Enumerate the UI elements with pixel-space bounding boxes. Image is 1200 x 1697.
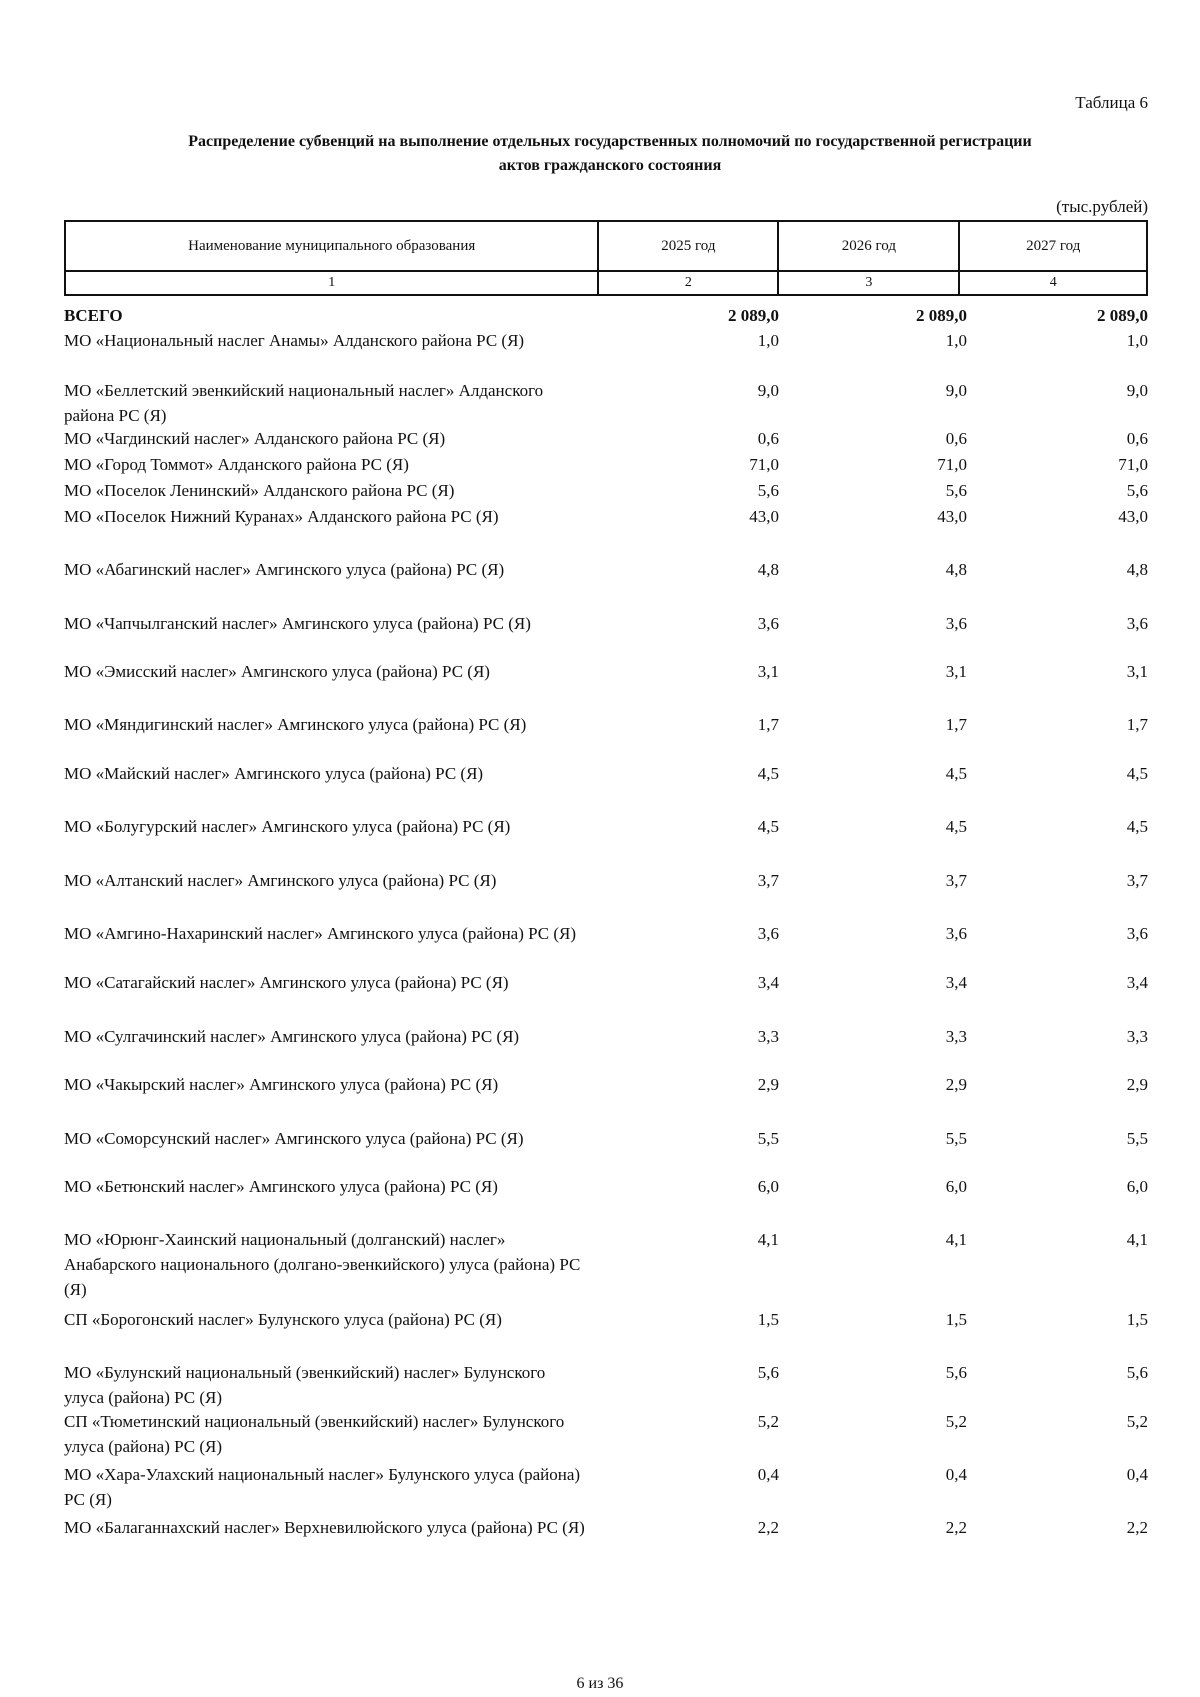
header-col-number: 3: [778, 271, 959, 295]
row-value-2026: 1,7: [945, 715, 967, 734]
row-value-2026: 9,0: [945, 381, 967, 400]
row-name: МО «Сатагайский наслег» Амгинского улуса (района) РС (Я): [64, 973, 509, 992]
units-label: (тыс.рублей): [1056, 197, 1148, 216]
row-value-2027: 5,6: [1126, 1363, 1148, 1382]
row-name: МО «Бетюнский наслег» Амгинского улуса (района) РС (Я): [64, 1177, 498, 1196]
row-name: МО «Беллетский эвенкийский национальный наслег» Алданского района РС (Я): [64, 381, 544, 425]
row-value-2026: 2,9: [945, 1075, 967, 1094]
row-name: МО «Национальный наслег Анамы» Алданского района РС (Я): [64, 331, 525, 350]
title-line-2: актов гражданского состояния: [498, 157, 722, 174]
row-value-2026: 43,0: [937, 507, 967, 526]
row-value-2025: 2,9: [757, 1075, 779, 1094]
row-value-2025: 4,1: [757, 1230, 779, 1249]
row-name: МО «Соморсунский наслег» Амгинского улуса (района) РС (Я): [64, 1129, 524, 1148]
header-2027: 2027 год: [959, 221, 1147, 271]
row-value-2025: 4,5: [757, 817, 779, 836]
row-name: МО «Эмисский наслег» Амгинского улуса (района) РС (Я): [64, 662, 490, 681]
row-value-2025: 3,4: [757, 973, 779, 992]
row-value-2026: 71,0: [937, 455, 967, 474]
row-value-2027: 3,6: [1126, 924, 1148, 943]
row-value-2026: 3,1: [945, 662, 967, 681]
row-value-2027: 4,5: [1126, 764, 1148, 783]
row-value-2025: 3,6: [757, 614, 779, 633]
row-value-2025: 43,0: [749, 507, 779, 526]
row-value-2026: 6,0: [945, 1177, 967, 1196]
row-name: МО «Мяндигинский наслег» Амгинского улуса (района) РС (Я): [64, 715, 527, 734]
row-value-2025: 0,6: [757, 429, 779, 448]
row-name: СП «Борогонский наслег» Булунского улуса (района) РС (Я): [64, 1310, 502, 1329]
row-value-2025: 5,2: [757, 1412, 779, 1431]
row-value-2025: 2,2: [757, 1518, 779, 1537]
row-value-2026: 4,5: [945, 764, 967, 783]
header-col-number: 2: [598, 271, 778, 295]
row-name: МО «Болугурский наслег» Амгинского улуса (района) РС (Я): [64, 817, 511, 836]
row-value-2026: 3,4: [945, 973, 967, 992]
row-value-2025: 2 089,0: [728, 306, 779, 325]
row-value-2026: 2 089,0: [916, 306, 967, 325]
row-value-2026: 3,3: [945, 1027, 967, 1046]
row-value-2027: 71,0: [1118, 455, 1148, 474]
row-value-2027: 1,5: [1126, 1310, 1148, 1329]
row-name: ВСЕГО: [64, 306, 123, 325]
row-value-2025: 1,5: [757, 1310, 779, 1329]
row-value-2026: 3,6: [945, 924, 967, 943]
row-name: МО «Город Томмот» Алданского района РС (Я): [64, 455, 409, 474]
row-value-2027: 3,4: [1126, 973, 1148, 992]
row-name: МО «Чакырский наслег» Амгинского улуса (района) РС (Я): [64, 1075, 499, 1094]
row-value-2026: 1,5: [945, 1310, 967, 1329]
title-line-1: Распределение субвенций на выполнение отдельных государственных полномочий по государственной регистрации: [188, 133, 1032, 150]
row-value-2025: 3,1: [757, 662, 779, 681]
row-value-2027: 4,8: [1126, 560, 1148, 579]
row-name: МО «Чапчылганский наслег» Амгинского улуса (района) РС (Я): [64, 614, 531, 633]
document-title: [60, 130, 1160, 178]
row-value-2026: 5,6: [945, 1363, 967, 1382]
row-value-2027: 3,3: [1126, 1027, 1148, 1046]
row-value-2026: 0,4: [945, 1465, 967, 1484]
header-2025: 2025 год: [598, 221, 778, 271]
row-value-2027: 3,6: [1126, 614, 1148, 633]
row-value-2026: 4,8: [945, 560, 967, 579]
row-name: МО «Чагдинский наслег» Алданского района РС (Я): [64, 429, 446, 448]
header-col-number: 1: [65, 271, 598, 295]
row-value-2027: 4,5: [1126, 817, 1148, 836]
page-number: 6 из 36: [576, 1675, 624, 1692]
row-name: МО «Поселок Нижний Куранах» Алданского района РС (Я): [64, 507, 499, 526]
row-value-2027: 0,4: [1126, 1465, 1148, 1484]
row-value-2027: 1,7: [1126, 715, 1148, 734]
row-value-2026: 2,2: [945, 1518, 967, 1537]
row-value-2025: 3,6: [757, 924, 779, 943]
row-value-2025: 1,0: [757, 331, 779, 350]
row-name: СП «Тюметинский национальный (эвенкийский) наслег» Булунского улуса (района) РС (Я): [64, 1412, 565, 1456]
row-value-2025: 9,0: [757, 381, 779, 400]
row-value-2026: 3,7: [945, 871, 967, 890]
row-value-2027: 1,0: [1126, 331, 1148, 350]
row-value-2026: 5,2: [945, 1412, 967, 1431]
row-value-2025: 3,3: [757, 1027, 779, 1046]
row-name: МО «Сулгачинский наслег» Амгинского улуса (района) РС (Я): [64, 1027, 520, 1046]
row-value-2025: 4,5: [757, 764, 779, 783]
row-value-2027: 0,6: [1126, 429, 1148, 448]
row-value-2026: 4,1: [945, 1230, 967, 1249]
row-value-2027: 4,1: [1126, 1230, 1148, 1249]
row-value-2026: 0,6: [945, 429, 967, 448]
row-value-2026: 3,6: [945, 614, 967, 633]
row-value-2026: 5,5: [945, 1129, 967, 1148]
row-name: МО «Балаганнахский наслег» Верхневилюйского улуса (района) РС (Я): [64, 1518, 585, 1537]
row-value-2025: 0,4: [757, 1465, 779, 1484]
table-header: [64, 220, 1148, 296]
row-value-2025: 5,5: [757, 1129, 779, 1148]
row-value-2025: 71,0: [749, 455, 779, 474]
row-value-2027: 5,5: [1126, 1129, 1148, 1148]
header-col-number: 4: [959, 271, 1147, 295]
table-number: Таблица 6: [1075, 93, 1148, 112]
row-value-2027: 2,9: [1126, 1075, 1148, 1094]
row-name: МО «Амгино-Нахаринский наслег» Амгинского улуса (района) РС (Я): [64, 924, 577, 943]
row-value-2026: 4,5: [945, 817, 967, 836]
row-value-2027: 2,2: [1126, 1518, 1148, 1537]
row-value-2027: 2 089,0: [1097, 306, 1148, 325]
row-value-2025: 6,0: [757, 1177, 779, 1196]
header-2026: 2026 год: [778, 221, 959, 271]
row-value-2027: 5,2: [1126, 1412, 1148, 1431]
row-value-2026: 5,6: [945, 481, 967, 500]
row-value-2027: 3,1: [1126, 662, 1148, 681]
row-name: МО «Майский наслег» Амгинского улуса (района) РС (Я): [64, 764, 484, 783]
row-value-2027: 43,0: [1118, 507, 1148, 526]
row-value-2025: 1,7: [757, 715, 779, 734]
row-value-2027: 6,0: [1126, 1177, 1148, 1196]
row-name: МО «Юрюнг-Хаинский национальный (долганский) наслег» Анабарского национального (долгано-эвенкийского) улуса (района) РС (Я): [64, 1230, 581, 1299]
row-value-2025: 5,6: [757, 481, 779, 500]
header-name: Наименование муниципального образования: [65, 221, 598, 271]
row-name: МО «Поселок Ленинский» Алданского района РС (Я): [64, 481, 455, 500]
row-value-2025: 3,7: [757, 871, 779, 890]
row-value-2025: 5,6: [757, 1363, 779, 1382]
row-value-2027: 3,7: [1126, 871, 1148, 890]
row-name: МО «Алтанский наслег» Амгинского улуса (района) РС (Я): [64, 871, 497, 890]
row-value-2025: 4,8: [757, 560, 779, 579]
row-name: МО «Булунский национальный (эвенкийский) наслег» Булунского улуса (района) РС (Я): [64, 1363, 546, 1407]
row-name: МО «Хара-Улахский национальный наслег» Булунского улуса (района) РС (Я): [64, 1465, 581, 1509]
row-value-2027: 9,0: [1126, 381, 1148, 400]
row-name: МО «Абагинский наслег» Амгинского улуса (района) РС (Я): [64, 560, 505, 579]
row-value-2026: 1,0: [945, 331, 967, 350]
row-value-2027: 5,6: [1126, 481, 1148, 500]
